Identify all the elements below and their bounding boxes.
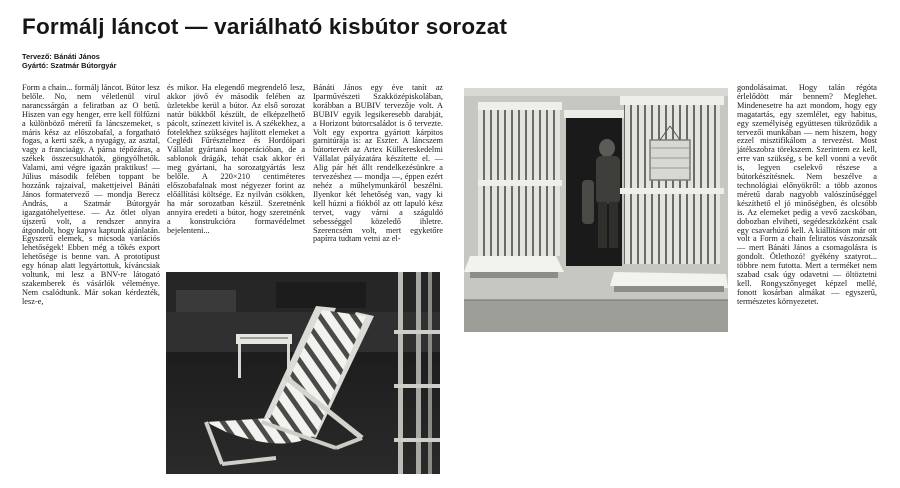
text-column-4 [737, 84, 877, 307]
column-1-text: Form a chain... formálj láncot. Bútor lesz belőle. No, nem véletlenül virul narancssárgán a feliratban az O betű. Hiszen van egy henger, erre kell fölfűzni a különböző méretű fa láncszemeket, s máris kész az előszobafal, a forgatható fogas, a kerti szék, a nyugágy, az asztal, vagy a franciaágy. A párna tépőzáras, a székek összecsukhatók, göngyölhetők. Valami, ami végre igazán praktikus! — Július második felében toppant be hozzánk rajzaival, makettjeivel Bánáti János formatervező — mondja Berecz András, a Szatmár Bútorgyár igazgatóhelyettese. — Az ötlet olyan újszerű volt, a rendszer annyira átgondolt, hogy kapva kaptunk ajánlatán. Egyszerű elemek, s micsoda variációs lehetőségek! Ebben még a tőkés export lehetősége is benne van. A prototípust egy hónap alatt legyártottuk, kíváncsiak voltunk, mi lesz a BNV-re látogató szakemberek és vásárlók véleménye. Nem csalódtunk. Már sokan kérdezték, lesz-e, [22, 83, 160, 306]
article-credits [22, 52, 116, 70]
hallway-wall-unit-photo [464, 88, 728, 332]
article-title: Formálj láncot — variálható kisbútor sorozat [22, 14, 508, 39]
deck-chair-photo [166, 272, 440, 474]
text-column-3 [313, 84, 443, 244]
column-2-text: és mikor. Ha elegendő megrendelő lesz, akkor jövő év második felében az üzletekbe kerül a bútor. Az első sorozat natúr bükkből készült, de elképzelhető pácolt, színezett kivitel is. A székekhez, a fotelekhez szükséges hajlított elemeket a Ceglédi Fűrésztelmez és Hordóipari Vállalat gyártaná kooperációban, de a sablonok drágák, tehát csak akkor éri meg gyártani, ha sorozatgyártás lesz belőle. A 220×210 centiméteres előszobafalnak most négyezer forint az előállítási költsége. Ez nyilván csökken, ha már sorozatban készül. Szeretnénk annyira eredeti a bútor, hogy szeretnénk a konstrukcióra formavédelmet bejelenteni... [167, 83, 305, 235]
designer-credit: Tervező: Bánáti János [22, 52, 100, 61]
manufacturer-credit: Gyártó: Szatmár Bútorgyár [22, 61, 117, 70]
text-column-1 [22, 84, 160, 307]
text-column-2 [167, 84, 305, 235]
column-3-text: Bánáti János egy éve tanít az Iparművészeti Szakközépiskolában, korábban a BUBIV tervezője volt. A BUBIV egyik legsikeresebb darabját, a Horizont bútorcsaládot is ő tervezte. Volt egy exportra gyártott kárpitos garnitúrája is: az Eszter. A láncszem bútortervét az Artex Külkereskedelmi Vállalat pályázatára készítette el. — Alig pár hét állt rendelkezésünkre a tervezéshez — mondja —, éppen ezért nehéz a műhelymunkáról beszélni. Ilyenkor két lehetőség van, vagy ki kell húzni a fiókból az ott lapuló kész tervet, vagy várni a száguldó sebességgel közeledő ihletre. Szerencsém volt, mert egyketőre papírra tudtam vetni az el- [313, 83, 443, 244]
column-4-text: gondolásaimat. Hogy talán régóta érlelődött már bennem? Meglehet. Mindenesetre ha azt mondom, hogy egy magatartás, egy szemlélet, egy habitus, egy személyiség együttesen tükröződik a tervezői munkában — nem hiszem, hogy ezzel misztifikálom a tervezést. Most játékszobra törekszem. Szerintem ez kell, erre van szükség, s be kell vonni a vevőt is, legyen cselekvő részese a bútorkészítésnek. Nem beszélve a technológiai előnyökről: a több azonos méretű darab nagyobb valószínűséggel készíthető el jó minőségben, és olcsóbb is. Az elemeket pedig a vevő zacskóban, dobozban elviheti, segédeszközként csak egy csavarhúzó kell. A kiállításon már ott volt a Form a chain feliratos vászonzsák — mert Bánáti János a csomagolásra is gondolt. Ötlethozó! gyékény szatyrot... többre nem futotta. Mert a terméket nem szabad csak úgy odavetni — öltöztetni kell. Rongyszőnyeget képzel mellé, fonott kosárban almákat — egyszerű, természetes környezetet. [737, 83, 877, 306]
